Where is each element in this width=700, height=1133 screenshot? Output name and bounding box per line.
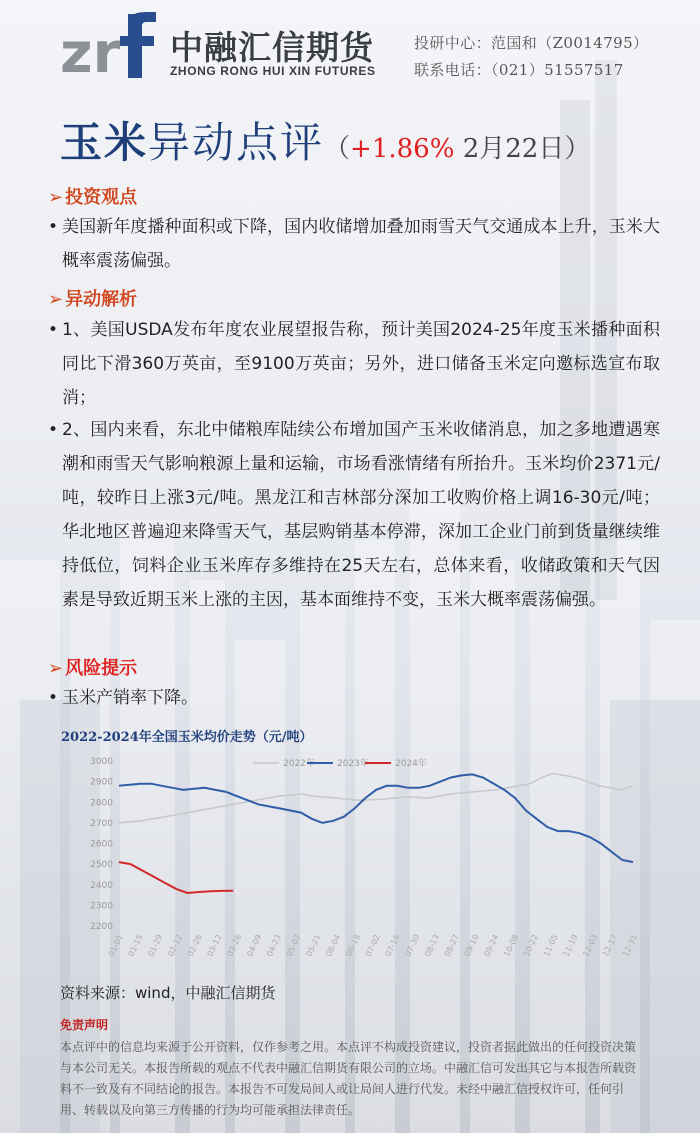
y-tick-label: 2500 (90, 860, 113, 871)
x-tick-label: 05-07 (284, 933, 303, 958)
arrow-icon: ➢ (48, 289, 64, 310)
title-product: 玉米 (60, 118, 149, 167)
source-note: 资料来源：wind，中融汇信期货 (60, 984, 276, 1002)
chart-title: 2022-2024年全国玉米均价走势（元/吨） (61, 730, 313, 745)
logo-chinese-name: 中融汇信期货 (170, 28, 374, 67)
section-analysis-heading (48, 285, 137, 311)
disclaimer-title: 免责声明 (60, 1018, 109, 1032)
y-tick-label: 2400 (90, 880, 113, 891)
contact-analyst: 投研中心：范国和（Z0014795） (414, 34, 649, 52)
x-tick-label: 11-05 (541, 933, 560, 958)
y-tick-label: 3000 (90, 757, 113, 767)
contact-phone: 联系电话：（021）51557517 (414, 61, 624, 79)
bullet-icon: • (48, 320, 59, 340)
page-title (60, 110, 590, 170)
series-line-2024年 (119, 862, 233, 893)
analysis-text-1: 1、美国USDA发布年度农业展望报告称，预计美国2024-25年度玉米播种面积同比下滑360万英亩，至9100万英亩；另外，进口储备玉米定向邀标选宣布取消； (62, 320, 660, 408)
x-tick-label: 06-04 (324, 933, 343, 958)
analysis-text-2: 2、国内来看，东北中储粮库陆续公布增加国产玉米收储消息，加之多地遭遇寒潮和雨雪天气影响粮源上量和运输，市场看涨情绪有所抬升。玉米均价2371元/吨，较昨日上涨3元/吨。黑龙江和吉林部分深加工收购价格上调16-30元/吨；华北地区普遍迎来降雪天气，基层购销基本停滞，深加工企业门前到货量继续维持低位，饲料企业玉米库存多维持在25天左右，总体来看，收储政策和天气因素是导致近期玉米上涨的主因，基本面维持不变，玉米大概率震荡偏强。 (62, 420, 660, 610)
logo-icon (60, 10, 160, 82)
title-change: +1.86% (350, 134, 455, 164)
x-tick-label: 07-30 (403, 933, 422, 958)
x-tick-label: 07-16 (383, 933, 402, 958)
legend-label: 2022年 (283, 759, 315, 769)
x-tick-label: 08-13 (423, 933, 442, 958)
x-tick-label: 12-03 (581, 933, 600, 958)
x-tick-label: 05-21 (304, 933, 323, 958)
bullet-icon: • (48, 688, 59, 708)
header (0, 0, 700, 100)
x-tick-label: 11-19 (561, 933, 580, 958)
title-paren: （ (324, 134, 351, 164)
section-view-heading (48, 183, 137, 209)
disclaimer-text: 本点评中的信息均来源于公开资料，仅作参考之用。本点评不构成投资建议，投资者据此做出的任何投资决策与本公司无关。本报告所载的观点不代表中融汇信期货有限公司的立场。中融汇信可发出其它与本报告所载资料不一致及有不同结论的报告。本报告不可发局间人或让局间人进行代发。未经中融汇信授权许可，任何引用、转载以及向第三方传播的行为均可能承担法律责任。 (60, 1040, 637, 1117)
arrow-icon: ➢ (48, 658, 64, 679)
arrow-icon: ➢ (48, 187, 64, 208)
y-tick-label: 2600 (90, 839, 113, 850)
y-tick-label: 2700 (90, 818, 113, 829)
section-analysis-title: 异动解析 (65, 289, 138, 310)
x-tick-label: 01-29 (146, 933, 165, 958)
title-date: 2月22日） (454, 134, 591, 164)
view-paragraph (48, 210, 660, 278)
x-tick-label: 08-27 (442, 933, 461, 958)
series-line-2022年 (119, 773, 633, 823)
y-tick-label: 2800 (90, 798, 113, 809)
x-tick-label: 01-15 (126, 933, 145, 958)
section-risk-heading (48, 654, 137, 680)
bullet-icon: • (48, 420, 59, 440)
x-tick-label: 04-09 (245, 933, 264, 958)
section-risk-title: 风险提示 (65, 658, 138, 679)
x-tick-label: 10-08 (502, 933, 521, 958)
x-tick-label: 09-10 (462, 933, 481, 958)
y-tick-label: 2300 (90, 901, 113, 912)
x-tick-label: 12-31 (620, 933, 639, 958)
y-tick-label: 2200 (90, 922, 113, 932)
logo-english-name: ZHONG RONG HUI XIN FUTURES (170, 64, 376, 78)
legend-label: 2023年 (337, 759, 369, 769)
analysis-paragraph-1 (48, 313, 660, 415)
price-chart (55, 718, 655, 980)
risk-paragraph (48, 681, 660, 715)
y-tick-label: 2900 (90, 777, 113, 788)
x-tick-label: 02-12 (166, 933, 185, 958)
chart-svg (55, 718, 655, 980)
view-text: 美国新年度播种面积或下降，国内收储增加叠加雨雪天气交通成本上升，玉米大概率震荡偏强。 (62, 217, 660, 271)
legend-label: 2024年 (395, 759, 427, 769)
section-view-title: 投资观点 (65, 187, 138, 208)
x-tick-label: 07-02 (363, 933, 382, 958)
x-tick-label: 09-24 (482, 933, 501, 958)
x-tick-label: 12-17 (601, 933, 620, 958)
x-tick-label: 04-23 (264, 933, 283, 958)
x-tick-label: 01-01 (106, 933, 125, 958)
risk-text: 玉米产销率下降。 (62, 688, 198, 708)
analysis-paragraph-2 (48, 413, 660, 617)
x-tick-label: 02-26 (185, 933, 204, 958)
contact-info (414, 30, 648, 84)
series-line-2023年 (119, 774, 633, 862)
bullet-icon: • (48, 217, 59, 237)
x-tick-label: 06-18 (344, 933, 363, 958)
x-tick-label: 10-22 (521, 933, 540, 958)
x-tick-label: 03-12 (205, 933, 224, 958)
svg-text:zr: zr (60, 21, 121, 82)
title-text: 异动点评 (148, 118, 325, 167)
x-tick-label: 03-26 (225, 933, 244, 958)
